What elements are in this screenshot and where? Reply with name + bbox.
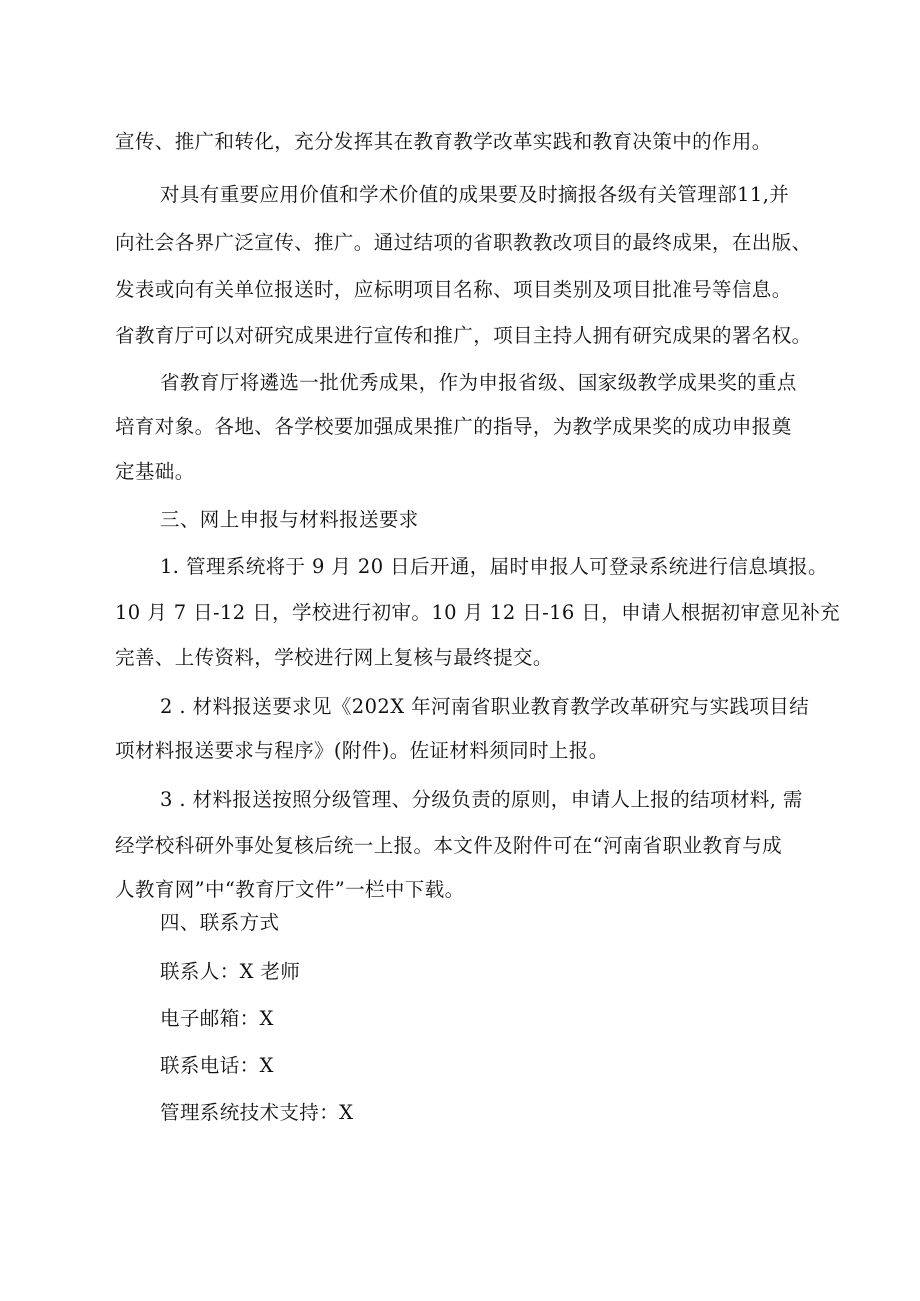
paragraph-line: 宣传、推广和转化，充分发挥其在教育教学改革实践和教育决策中的作用。: [115, 130, 772, 153]
paragraph-line: 省教育厅可以对研究成果进行宣传和推广，项目主持人拥有研究成果的署名权。: [115, 324, 812, 347]
paragraph-line: 定基础。: [115, 460, 195, 483]
paragraph-line: 发表或向有关单位报送时，应标明项目名称、项目类别及项目批准号等信息。: [115, 278, 792, 301]
paragraph-line: 人教育网”中“教育厅文件”一栏中下载。: [115, 878, 465, 901]
paragraph-line: 省教育厅将遴选一批优秀成果，作为申报省级、国家级教学成果奖的重点: [160, 371, 797, 394]
paragraph-line: 经学校科研外事处复核后统一上报。本文件及附件可在“河南省职业教育与成: [115, 834, 783, 857]
contact-phone: 联系电话：X: [160, 1054, 274, 1077]
paragraph-line: 10 月 7 日-12 日，学校进行初审。10 月 12 日-16 日，申请人根据初审意见补充: [115, 601, 841, 624]
paragraph-line: 3 . 材料报送按照分级管理、分级负责的原则，申请人上报的结项材料, 需: [160, 788, 803, 811]
contact-email: 电子邮箱：X: [160, 1007, 274, 1030]
paragraph-line: 2 . 材料报送要求见《202X 年河南省职业教育教学改革研究与实践项目结: [160, 695, 810, 718]
paragraph-line: 向社会各界广泛宣传、推广。通过结项的省职教教改项目的最终成果，在出版、: [115, 231, 812, 254]
paragraph-line: 培育对象。各地、各学校要加强成果推广的指导，为教学成果奖的成功申报奠: [115, 415, 792, 438]
contact-person: 联系人：X 老师: [160, 960, 301, 983]
section-heading: 四、联系方式: [160, 911, 280, 934]
paragraph-line: 项材料报送要求与程序》(附件)。佐证材料须同时上报。: [115, 739, 609, 762]
paragraph-line: 完善、上传资料，学校进行网上复核与最终提交。: [115, 646, 553, 669]
paragraph-line: 1. 管理系统将于 9 月 20 日后开通，届时申报人可登录系统进行信息填报。: [160, 555, 828, 578]
section-heading: 三、网上申报与材料报送要求: [160, 508, 419, 531]
tech-support: 管理系统技术支持：X: [160, 1101, 354, 1124]
paragraph-line: 对具有重要应用价值和学术价值的成果要及时摘报各级有关管理部11,并: [160, 183, 790, 206]
